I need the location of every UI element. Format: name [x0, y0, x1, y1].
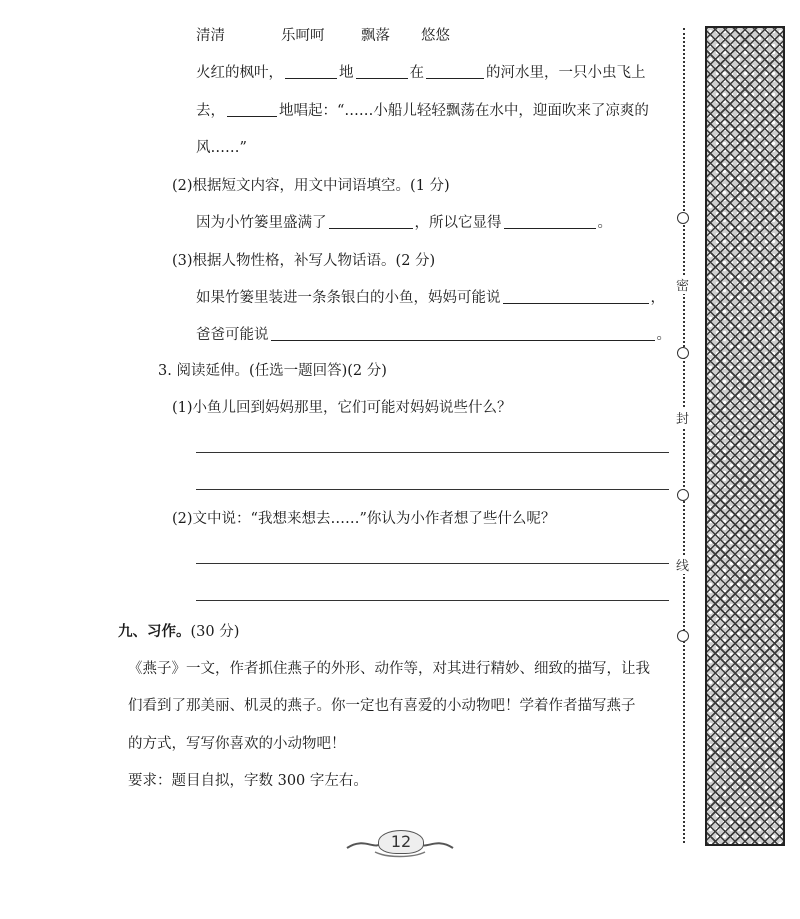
word-bank — [196, 26, 450, 46]
passage-line-2 — [196, 101, 649, 121]
question-text: 。 — [656, 327, 671, 343]
passage-text: 地唱起：“……小船儿轻轻飘荡在水中，迎面吹来了凉爽的 — [279, 103, 649, 119]
passage-text: 去， — [196, 103, 225, 119]
blank-field[interactable] — [426, 64, 484, 79]
writing-heading — [118, 622, 239, 642]
binding-hole-icon — [677, 212, 689, 224]
binding-hole-icon — [677, 489, 689, 501]
extension-question-1: (1)小鱼儿回到妈妈那里，它们可能对妈妈说些什么？ — [172, 400, 512, 416]
extension-question-2: (2)文中说：“我想来想去……”你认为小作者想了些什么呢？ — [172, 511, 556, 527]
answer-line[interactable] — [196, 563, 669, 564]
writing-requirement: 要求：题目自拟，字数 300 字左右。 — [128, 773, 368, 789]
binding-hole-icon — [677, 347, 689, 359]
blank-field[interactable] — [356, 64, 408, 79]
question-text: 。 — [597, 215, 612, 231]
blank-field[interactable] — [329, 214, 413, 229]
word-bank-item: 清清 — [196, 28, 225, 44]
passage-text: 在 — [409, 65, 424, 81]
section-3-title: 3. 阅读延伸。(任选一题回答)(2 分) — [158, 363, 387, 379]
word-bank-item: 乐呵呵 — [281, 28, 325, 44]
question-text: 爸爸可能说 — [196, 327, 269, 343]
question-3-prompt: (3)根据人物性格，补写人物话语。(2 分) — [172, 253, 436, 269]
passage-text: 火红的枫叶， — [196, 65, 283, 81]
writing-prompt-line-2: 们看到了那美丽、机灵的燕子。你一定也有喜爱的小动物吧！学着作者描写燕子 — [128, 698, 636, 714]
answer-line[interactable] — [196, 452, 669, 453]
blank-field[interactable] — [227, 102, 277, 117]
binding-label: 封 — [676, 408, 689, 427]
blank-field[interactable] — [504, 214, 596, 229]
answer-line[interactable] — [196, 600, 669, 601]
binding-label: 密 — [676, 275, 689, 294]
question-3-answer-line-1 — [196, 288, 665, 308]
answer-line[interactable] — [196, 489, 669, 490]
binding-label: 线 — [676, 555, 689, 574]
binding-hole-icon — [677, 630, 689, 642]
passage-line-3: 风……” — [196, 140, 247, 156]
blank-field[interactable] — [271, 326, 655, 341]
passage-line-1 — [196, 63, 646, 83]
section-heading: 九、习作。 — [118, 623, 191, 640]
question-text: 因为小竹篓里盛满了 — [196, 215, 327, 231]
writing-prompt-line-3: 的方式，写写你喜欢的小动物吧！ — [128, 736, 346, 752]
question-2-answer-line — [196, 213, 612, 233]
decorative-border-pattern — [705, 26, 785, 846]
question-text: ，所以它显得 — [414, 215, 502, 231]
blank-field[interactable] — [503, 289, 649, 304]
blank-field[interactable] — [285, 64, 337, 79]
passage-text: 的河水里，一只小虫飞上 — [486, 65, 646, 81]
question-3-answer-line-2 — [196, 325, 671, 345]
passage-text: 地 — [339, 65, 354, 81]
writing-prompt-line-1: 《燕子》一文，作者抓住燕子的外形、动作等，对其进行精妙、细致的描写，让我 — [128, 661, 650, 677]
section-score: (30 分) — [190, 624, 240, 640]
word-bank-item: 飘落 — [361, 28, 390, 44]
question-2-prompt: (2)根据短文内容，用文中词语填空。(1 分) — [172, 178, 450, 194]
binding-dotted-line — [683, 28, 685, 843]
word-bank-item: 悠悠 — [421, 28, 450, 44]
question-text: ， — [650, 290, 665, 306]
question-text: 如果竹篓里装进一条条银白的小鱼，妈妈可能说 — [196, 290, 501, 306]
page-number: 12 — [378, 830, 424, 854]
